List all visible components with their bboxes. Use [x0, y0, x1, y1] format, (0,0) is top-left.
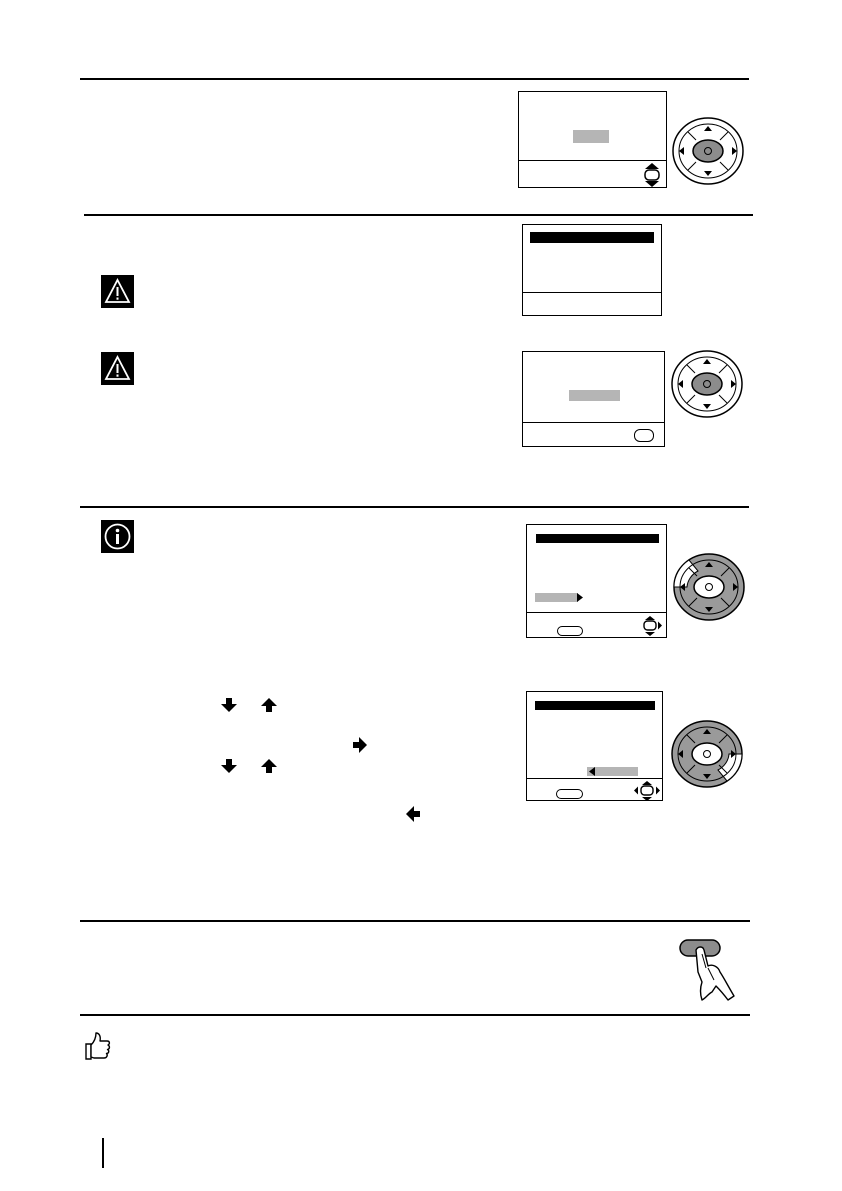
screen-footer	[527, 778, 662, 779]
hand-pressing-button-icon[interactable]	[678, 938, 742, 1002]
highlighted-option	[573, 130, 609, 143]
tv-screen-3	[522, 351, 665, 447]
arrow-up-icon	[261, 758, 277, 774]
section-divider-1	[80, 78, 749, 80]
warning-triangle-icon	[101, 275, 134, 308]
tv-screen-1	[518, 91, 667, 188]
screen-footer	[523, 422, 664, 423]
remote-navigation-pad-icon[interactable]	[671, 551, 747, 623]
highlighted-option	[569, 390, 620, 401]
info-icon	[101, 520, 134, 553]
navigate-select-icon	[641, 615, 663, 637]
selected-menu-item	[535, 593, 578, 602]
tv-screen-2	[522, 224, 662, 316]
thumbs-up-icon	[82, 1030, 112, 1062]
section-divider-4	[80, 920, 750, 922]
arrow-right-icon	[577, 593, 583, 602]
arrow-up-icon	[261, 697, 277, 713]
up-down-select-icon	[643, 162, 661, 188]
menu-title-bar	[530, 232, 654, 243]
section-divider-3	[80, 506, 749, 508]
section-divider-5	[80, 1014, 750, 1016]
tv-screen-5	[526, 691, 663, 801]
menu-button-symbol	[557, 626, 583, 636]
arrow-down-icon	[221, 697, 237, 713]
remote-navigation-pad-icon[interactable]	[669, 348, 745, 420]
menu-title-bar	[535, 701, 655, 710]
tv-screen-4	[526, 524, 667, 638]
arrow-down-icon	[221, 758, 237, 774]
screen-footer	[527, 612, 666, 613]
menu-title-bar	[536, 534, 659, 543]
section-divider-2	[84, 214, 753, 216]
menu-button-symbol	[556, 789, 583, 799]
ok-button-symbol	[634, 429, 654, 442]
screen-footer	[523, 292, 661, 293]
remote-navigation-pad-icon[interactable]	[669, 718, 745, 790]
screen-footer	[519, 160, 666, 161]
arrow-left-icon	[589, 767, 595, 776]
warning-triangle-icon	[101, 352, 134, 385]
page-margin-bar	[102, 1138, 104, 1168]
remote-navigation-pad-icon[interactable]	[670, 115, 746, 187]
arrow-right-icon	[352, 737, 368, 753]
arrow-left-icon	[405, 806, 421, 822]
navigate-adjust-icon	[633, 780, 661, 802]
